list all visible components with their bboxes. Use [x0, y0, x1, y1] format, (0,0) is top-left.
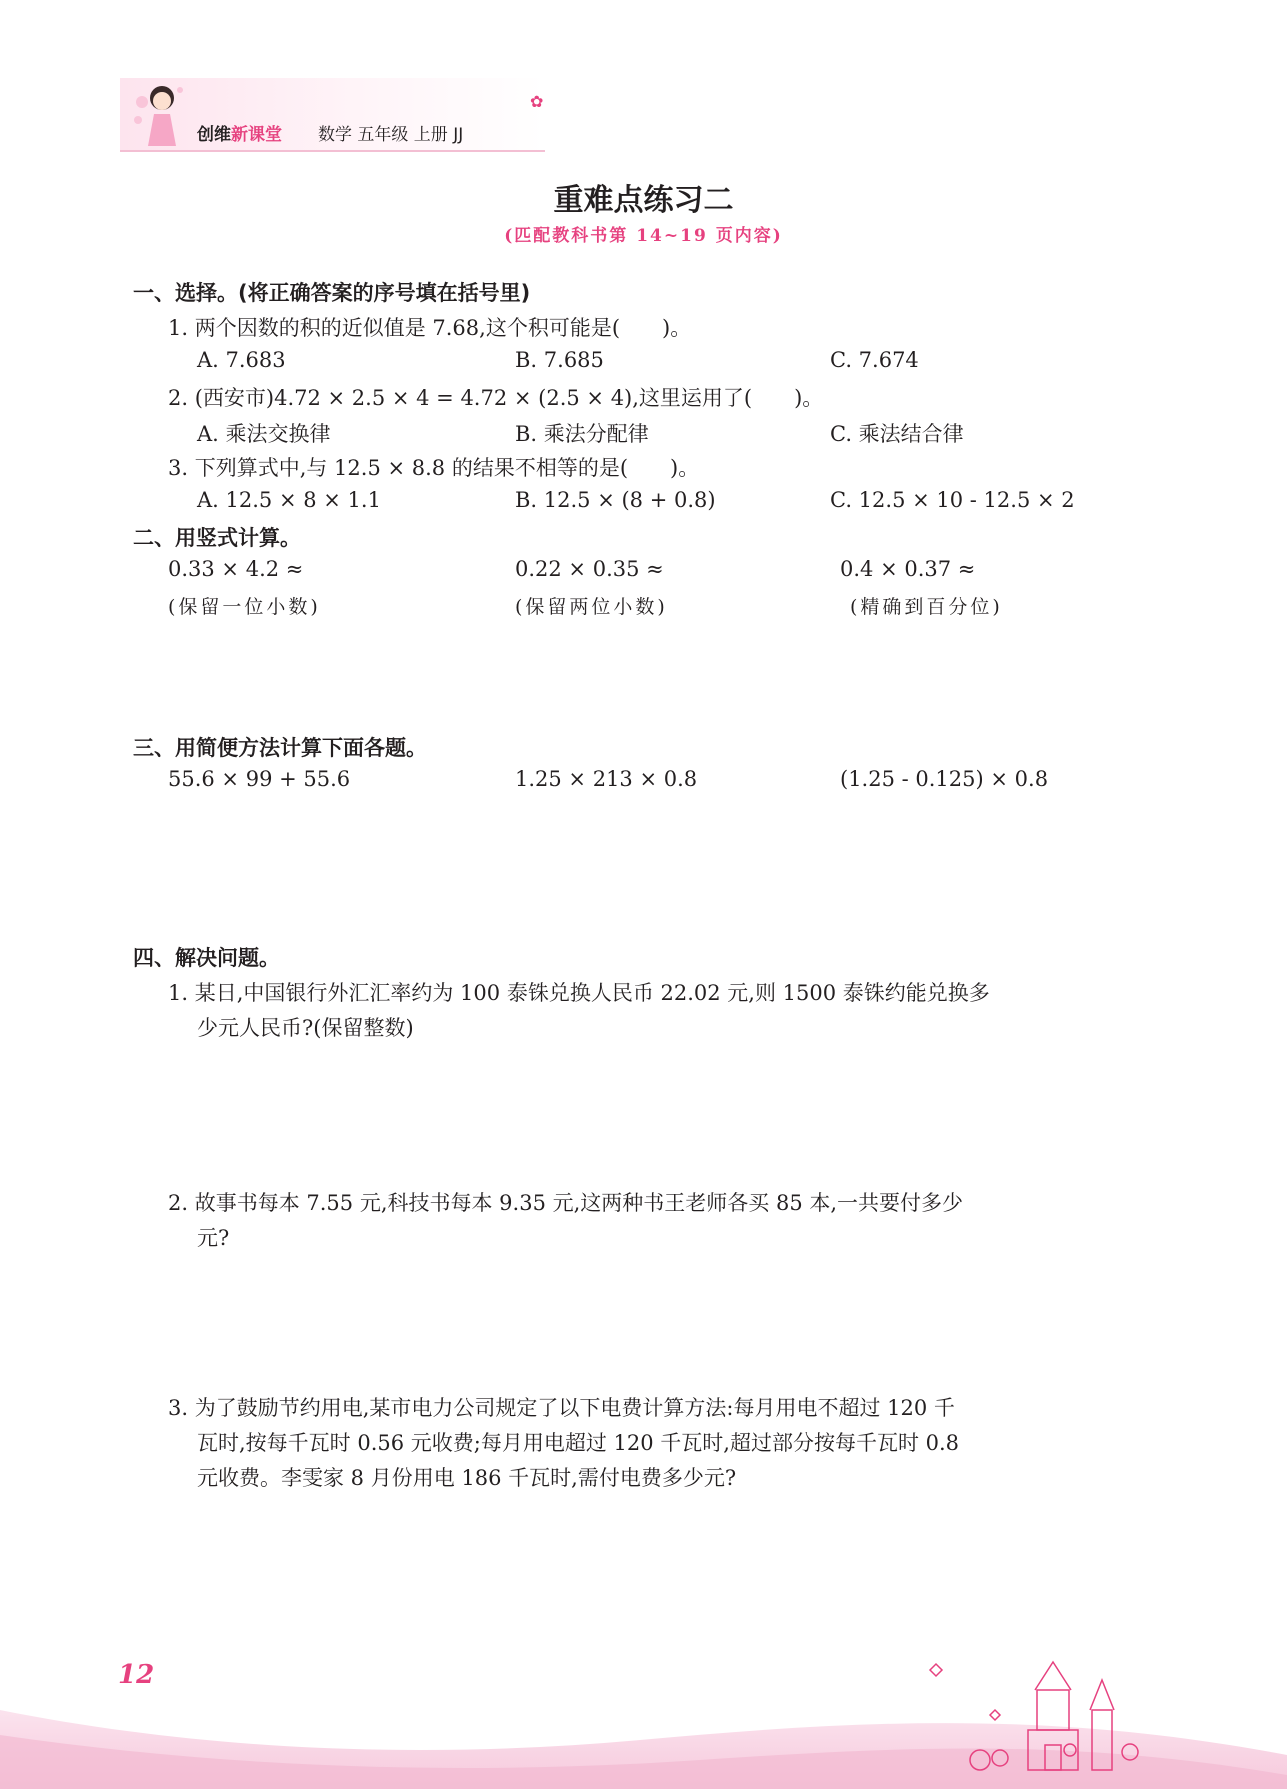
- problem2-line2: 元?: [197, 1226, 230, 1250]
- flower-icon: ✿: [530, 92, 544, 111]
- section1-heading: 一、选择。(将正确答案的序号填在括号里): [133, 281, 531, 305]
- simplify-expression-3: (1.25 - 0.125) × 0.8: [840, 767, 1049, 791]
- q3-option-c: C. 12.5 × 10 - 12.5 × 2: [830, 488, 1075, 512]
- problem3-line3: 元收费。李雯家 8 月份用电 186 千瓦时,需付电费多少元?: [197, 1466, 737, 1490]
- brand-name: [197, 120, 282, 145]
- q2-option-a: A. 乘法交换律: [197, 422, 331, 446]
- problem2-line1: 2. 故事书每本 7.55 元,科技书每本 9.35 元,这两种书王老师各买 85 本,一共要付多少: [168, 1191, 964, 1215]
- section2-heading: 二、用竖式计算。: [133, 526, 301, 550]
- page-number: 12: [118, 1660, 155, 1690]
- brand-part-b: 新课堂: [231, 125, 282, 145]
- calc-note-3: (精确到百分位): [850, 596, 1003, 618]
- problem3-line2: 瓦时,按每千瓦时 0.56 元收费;每月用电超过 120 千瓦时,超过部分按每千瓦时 0.8: [197, 1431, 960, 1455]
- q2-stem: 2. (西安市)4.72 × 2.5 × 4 = 4.72 × (2.5 × 4),这里运用了( )。: [168, 386, 824, 410]
- page-title: 重难点练习二: [553, 183, 734, 218]
- calc-expression-3: 0.4 × 0.37 ≈: [840, 557, 976, 581]
- problem3-line1: 3. 为了鼓励节约用电,某市电力公司规定了以下电费计算方法:每月用电不超过 120 千: [168, 1396, 955, 1420]
- simplify-expression-1: 55.6 × 99 + 55.6: [168, 767, 351, 791]
- calc-note-1: (保留一位小数): [168, 596, 321, 618]
- q3-option-b: B. 12.5 × (8 + 0.8): [515, 488, 716, 512]
- calc-expression-2: 0.22 × 0.35 ≈: [515, 557, 664, 581]
- q3-stem: 3. 下列算式中,与 12.5 × 8.8 的结果不相等的是( )。: [168, 456, 700, 480]
- calc-note-2: (保留两位小数): [515, 596, 668, 618]
- page-subtitle: (匹配教科书第 14~19 页内容): [504, 226, 783, 246]
- q1-option-a: A. 7.683: [197, 348, 286, 372]
- problem1-line1: 1. 某日,中国银行外汇汇率约为 100 泰铢兑换人民币 22.02 元,则 1500 泰铢约能兑换多: [168, 981, 990, 1005]
- simplify-expression-2: 1.25 × 213 × 0.8: [515, 767, 698, 791]
- q1-option-b: B. 7.685: [515, 348, 604, 372]
- brand-part-a: 创维: [197, 125, 231, 145]
- castle-illustration-icon: [840, 1640, 1287, 1789]
- q1-stem: 1. 两个因数的积的近似值是 7.68,这个积可能是( )。: [168, 316, 692, 340]
- q2-option-c: C. 乘法结合律: [830, 422, 964, 446]
- section4-heading: 四、解决问题。: [133, 946, 280, 970]
- header-subject: 数学 五年级 上册 JJ: [318, 125, 464, 145]
- calc-expression-1: 0.33 × 4.2 ≈: [168, 557, 304, 581]
- girl-illustration-icon: [128, 80, 190, 148]
- section3-heading: 三、用简便方法计算下面各题。: [133, 736, 427, 760]
- problem1-line2: 少元人民币?(保留整数): [197, 1016, 414, 1040]
- q3-option-a: A. 12.5 × 8 × 1.1: [197, 488, 381, 512]
- q2-option-b: B. 乘法分配律: [515, 422, 649, 446]
- q1-option-c: C. 7.674: [830, 348, 919, 372]
